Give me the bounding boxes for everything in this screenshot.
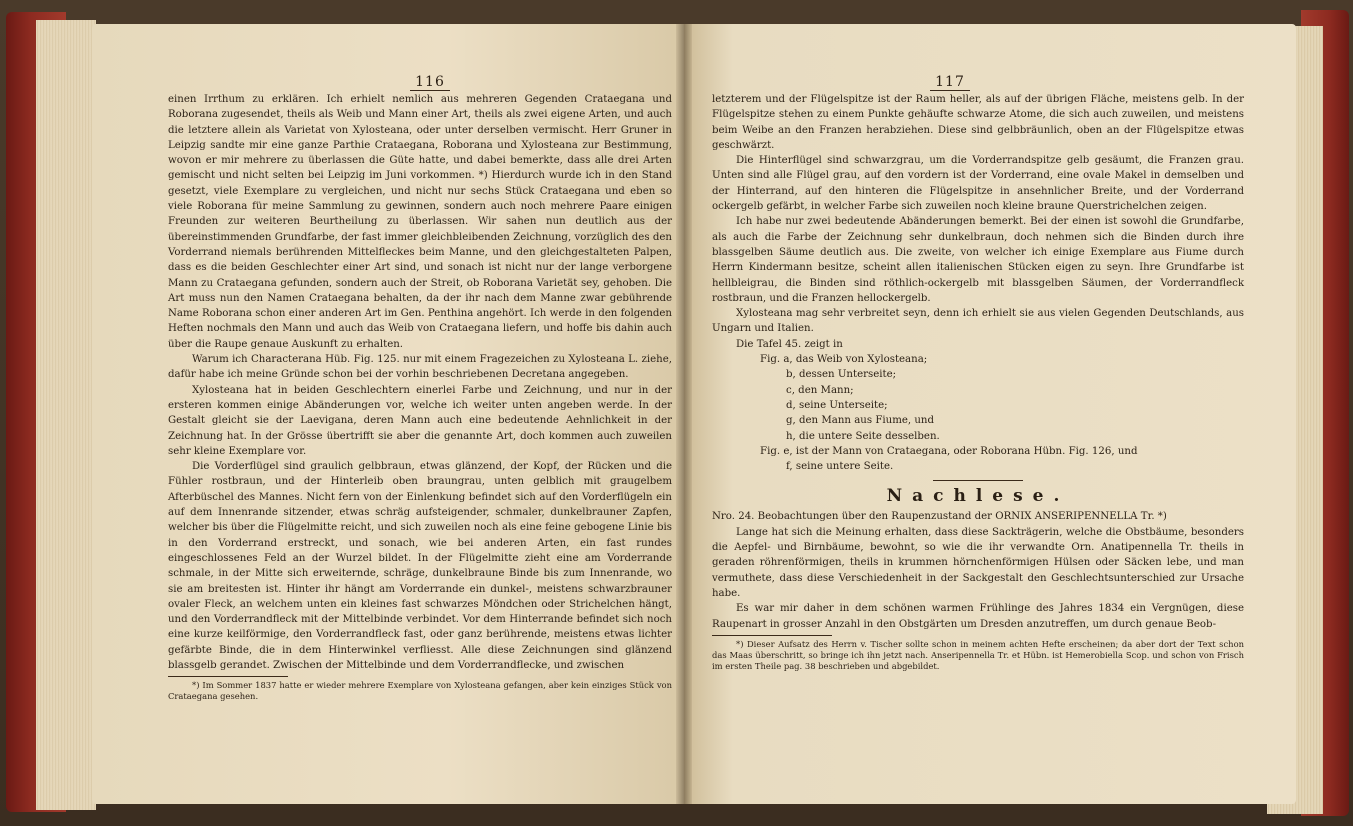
paragraph: Xylosteana mag sehr verbreitet seyn, denn ich erhielt sie aus vielen Gegenden Deutschlands, aus Ungarn und Italien.: [712, 308, 1244, 335]
figure-list-item: b, dessen Unterseite;: [786, 369, 897, 381]
figure-list-item: Fig. e, ist der Mann von Crataegana, oder Roborana Hübn. Fig. 126, und: [760, 445, 1138, 457]
figure-list-item: c, den Mann;: [786, 384, 854, 396]
paragraph: Die Tafel 45. zeigt in: [736, 338, 843, 350]
paragraph: Lange hat sich die Meinung erhalten, dass diese Sackträgerin, welche die Obstbäume, besonders die Aepfel- und Birnbäume, bewohnt, so wie die ihr verwandte Orn. Anatipennella Tr. theils in geraden röhrenförmigen, theils in krummen hörnchenförmigen Hülsen oder Säcken lebe, und man vermuthete, dass diese Verschiedenheit in der Sackgestalt den Geschlechtsunterschied zur Ursache habe.: [712, 526, 1244, 599]
figure-list-item: h, die untere Seite desselben.: [786, 430, 940, 442]
figure-list-item: f, seine untere Seite.: [786, 461, 894, 473]
paragraph: Xylosteana hat in beiden Geschlechtern einerlei Farbe und Zeichnung, und nur in der ersteren kommen einige Abänderungen vor, welche ich weiter unten angeben werde. In der Gestalt gleicht sie der Laevigana, deren Mann auch eine bedeutende Aehnlichkeit in der Zeichnung hat. In der Grösse übertrifft sie aber die genannte Art, doch kommen auch zuweilen sehr kleine Exemplare vor.: [168, 384, 672, 457]
paragraph: Es war mir daher in dem schönen warmen Frühlinge des Jahres 1834 ein Vergnügen, diese Raupenart in grosser Anzahl in den Obstgärten um Dresden anzutreffen, um durch genaue Beob-: [712, 603, 1244, 630]
paragraph: Die Vorderflügel sind graulich gelbbraun, etwas glänzend, der Kopf, der Rücken und die Fühler rostbraun, und der Hinterleib oben braungrau, unten gelblich mit graugelbem Afterbüschel des Mannes. Nicht fern von der Einlenkung befindet sich auf den Vorderflügeln ein auf dem Innenrande sitzender, etwas schräg aufsteigender, schmaler, dunkelbrauner Zapfen, welcher bis über die Flügelmitte reicht, und sich zuweilen noch als eine feine gebogene Linie bis in den Vorderrand erstreckt, und sonach, wie bei anderen Arten, ein fast rundes eingeschlossenes Feld an der Wurzel bildet. In der Flügelmitte zieht eine am Vorderrande schmale, in der Mitte sich erweiternde, schräge, dunkelbraune Binde bis zum Innenrande, wo sie am breitesten ist. Hinter ihr hängt am Vorderrande ein dunkel-, meistens schwarzbrauner ovaler Fleck, an welchem unten ein kleines fast schwarzes Möndchen oder Strichelchen hängt, und den Vorderrandfleck mit der Mittelbinde verbindet. Vor dem Hinterrande befindet sich noch eine kurze keilförmige, den Vorderrandfleck fast, oder ganz berührende, meistens etwas lichter gefärbte Binde, die in dem Hinterwinkel verfliesst. Alle diese Zeichnungen sind glänzend blassgelb gerandet. Zwischen der Mittelbinde und dem Vorderrandflecke, und zwischen: [168, 461, 672, 671]
figure-list-item: g, den Mann aus Fiume, und: [786, 415, 935, 427]
footnote-rule: [712, 635, 832, 636]
footnote: *) Dieser Aufsatz des Herrn v. Tischer sollte schon in meinem achten Hefte erscheinen; da aber dort der Text schon das Maas überschritt, so bringe ich ihn jetzt nach. Anseripennella Tr. et Hübn. ist Hemerobiella Scop. und schon von Frisch im ersten Theile pag. 38 beschrieben und abgebildet.: [712, 638, 1244, 671]
left-page-text: [168, 92, 672, 702]
section-heading: Nachlese.: [886, 486, 1070, 507]
paragraph: Die Hinterflügel sind schwarzgrau, um die Vorderrandspitze gelb gesäumt, die Franzen grau. Unten sind alle Flügel grau, auf den vordern ist der Vorderrand, eine ovale Makel in demselben und der Hinterrand, auf den hinteren die Flügelspitze in ansehnlicher Breite, und der Vorderrand ockergelb gefärbt, in welcher Farbe sich zuweilen noch kleine braune Querstrichelchen zeigen.: [712, 155, 1244, 213]
figure-list-item: Fig. a, das Weib von Xylosteana;: [760, 354, 928, 366]
footnote-rule: [168, 676, 288, 677]
section-rule: [933, 480, 1023, 481]
right-page-text: [712, 92, 1244, 672]
paragraph: Ich habe nur zwei bedeutende Abänderungen bemerkt. Bei der einen ist sowohl die Grundfarbe, als auch die Farbe der Zeichnung sehr dunkelbraun, doch nehmen sich die Binden durch ihre blassgelben Säume deutlich aus. Die zweite, von welcher ich einige Exemplare aus Fiume durch Herrn Kindermann besitze, scheint allen italienischen Stücken eigen zu seyn. Ihre Grundfarbe ist hellbleigrau, die Binden sind röthlich-ockergelb mit blassgelben Säumen, der Vorderrandfleck rostbraun, und die Franzen hellockergelb.: [712, 216, 1244, 304]
footnote: *) Im Sommer 1837 hatte er wieder mehrere Exemplare von Xylosteana gefangen, aber kein einziges Stück von Crataegana gesehen.: [168, 680, 672, 702]
figure-list-item: d, seine Unterseite;: [786, 399, 888, 411]
paragraph: letzterem und der Flügelspitze ist der Raum heller, als auf der übrigen Fläche, meistens gelb. In der Flügelspitze stehen zu einem Punkte gehäufte schwarze Atome, die sich auch zuweilen, und meistens beim Weibe an den Franzen herabziehen. Diese sind gelbbräunlich, oben an der Flügelspitze etwas geschwärzt.: [712, 94, 1244, 151]
book-gutter: [676, 24, 692, 804]
page-number-right: 117: [930, 74, 970, 91]
paragraph: Warum ich Characterana Hüb. Fig. 125. nur mit einem Fragezeichen zu Xylosteana L. ziehe, dafür habe ich meine Gründe schon bei der vorhin beschriebenen Decretana angegeben.: [168, 354, 672, 381]
right-page: [684, 24, 1296, 804]
page-edges-left: [36, 20, 96, 810]
paragraph: einen Irrthum zu erklären. Ich erhielt nemlich aus mehreren Gegenden Crataegana und Roborana zugesendet, theils als Weib und Mann einer Art, theils als zwei eigene Arten, und auch die letztere allein als Varietat von Xylosteana, oder unter derselben vermischt. Herr Gruner in Leipzig sandte mir eine ganze Parthie Crataegana, Roborana und Xylosteana zur Bestimmung, wovon er mir mehrere zu überlassen die Güte hatte, und dabei bemerkte, dass alle drei Arten gemischt und nicht selten bei Leipzig im Juni vorkommen. *) Hierdurch wurde ich in den Stand gesetzt, viele Exemplare zu vergleichen, und nicht nur sechs Stück Crataegana und eben so viele Roborana für meine Sammlung zu gewinnen, sondern auch noch mehrere Paare einigen Freunden zur weiteren Beurtheilung zu überlassen. Wir sahen nun deutlich aus der übereinstimmenden Grundfarbe, der fast immer gleichbleibenden Zeichnung, vorzüglich des den Vorderrand niemals berührenden Mittelfleckes beim Manne, und den gleichgestalteten Palpen, dass es die beiden Geschlechter einer Art sind, und sonach ist nicht nur der lange verborgene Mann zu Crataegana gefunden, sondern auch der Streit, ob Roborana Varietät sey, gehoben. Die Art muss nun den Namen Crataegana behalten, da der ihr nach dem Manne zwar gebührende Name Roborana schon einer anderen Art im Gen. Penthina angehört. Ich werde in den folgenden Heften nochmals den Mann und auch das Weib von Crataegana liefern, und hoffe bis dahin auch über die Raupe genaue Auskunft zu erhalten.: [168, 94, 672, 350]
left-page: [92, 24, 684, 804]
paragraph: Nro. 24. Beobachtungen über den Raupenzustand der ORNIX ANSERIPENNELLA Tr. *): [712, 511, 1167, 523]
figure-list: [712, 352, 1244, 474]
page-number-left: 116: [410, 74, 450, 91]
